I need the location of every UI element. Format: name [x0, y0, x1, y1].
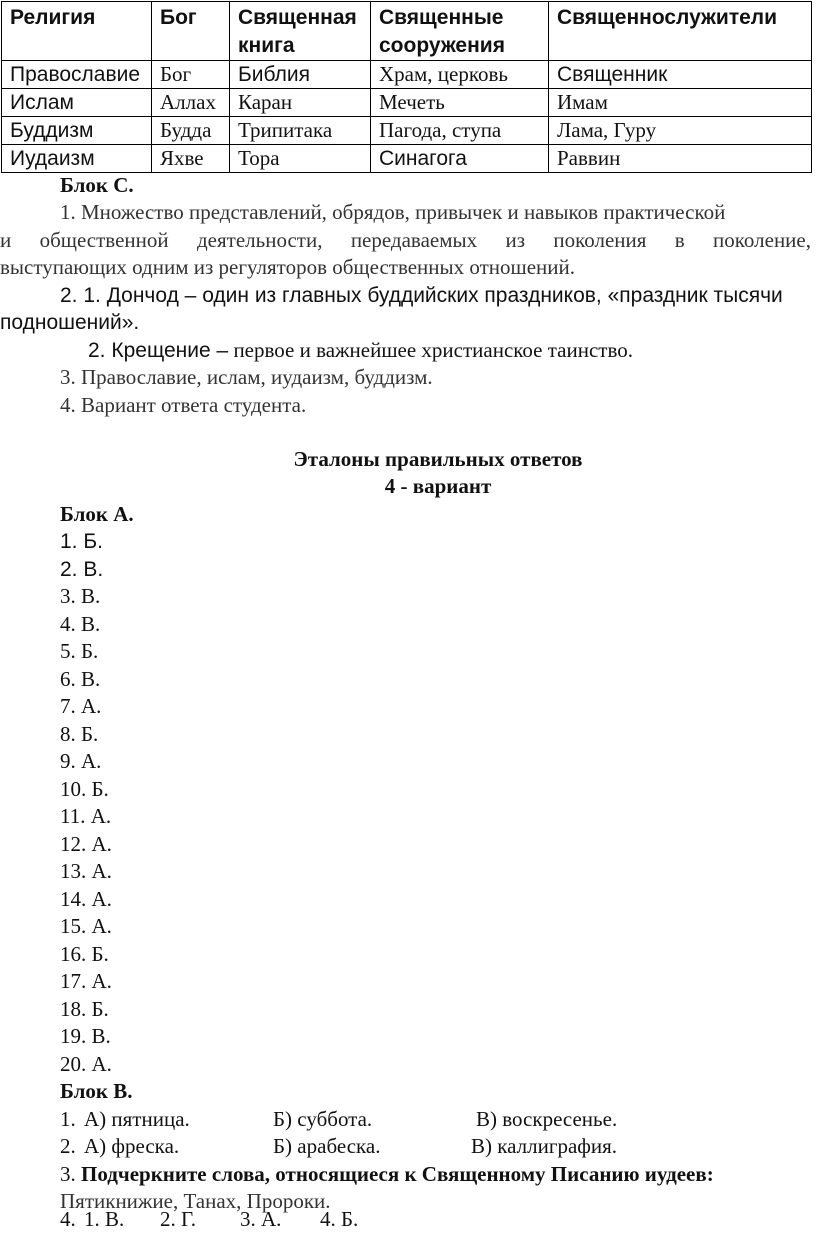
block-c-baptism [88, 337, 633, 364]
block-b-q2-number: 2. [60, 1134, 76, 1158]
table-cell: Будда [152, 117, 230, 145]
table-cell: Православие [2, 61, 152, 89]
table-cell: Имам [549, 89, 812, 117]
block-c-paragraph-3: 3. Православие, ислам, иудаизм, буддизм. [60, 365, 433, 389]
table-row [2, 117, 812, 145]
table-row [2, 61, 812, 89]
block-b-q1-option-a: А) пятница. [84, 1107, 190, 1131]
answer-item: 7. А. [60, 694, 102, 718]
table-cell: Мечеть [371, 89, 549, 117]
table-row [2, 145, 812, 173]
block-c-paragraph-2: подношений». [0, 311, 140, 334]
answer-item: 14. А. [60, 887, 112, 911]
table-cell: Библия [230, 61, 371, 89]
answer-item: 19. В. [60, 1024, 111, 1048]
table-cell: Тора [230, 145, 371, 173]
answer-item: 12. А. [60, 832, 112, 856]
answer-item: 16. Б. [60, 942, 109, 966]
table-header-cell: Священные сооружения [371, 2, 549, 61]
answer-item: 15. А. [60, 914, 112, 938]
block-b-q3-number: 3. [60, 1162, 76, 1186]
answer-item: 6. В. [60, 667, 101, 691]
block-b-q3-answer: Пятикнижие, Танах, Пророки. [60, 1189, 331, 1213]
block-b-q4-answer-3: 3. А. [240, 1207, 282, 1231]
table-header-row [2, 2, 812, 61]
block-c-paragraph-1: и общественной деятельности, передаваемых из поколения в поколение, [0, 228, 811, 252]
answer-item: 4. В. [60, 612, 101, 636]
table-cell: Синагога [371, 145, 549, 173]
answer-item: 20. А. [60, 1052, 112, 1076]
block-b-q1-option-b: Б) суббота. [273, 1107, 373, 1131]
variant-subtitle: 4 - вариант [384, 474, 492, 498]
block-b-q4-number: 4. [60, 1207, 76, 1231]
table-cell: Пагода, ступа [371, 117, 549, 145]
answer-item: 5. Б. [60, 639, 99, 663]
table-header-cell: Религия [2, 2, 152, 61]
block-b-title: Блок В. [60, 1079, 133, 1103]
block-c-paragraph-2: 2. 1. Дончод – один из главных буддийских праздников, «праздник тысячи [60, 284, 783, 307]
block-c-title: Блок С. [60, 173, 134, 197]
block-b-q4-answer-4: 4. Б. [320, 1207, 359, 1231]
table-header-cell: Бог [152, 2, 230, 61]
answer-item: 1. Б. [60, 530, 103, 553]
table-cell: Раввин [549, 145, 812, 173]
answer-item: 13. А. [60, 859, 112, 883]
table-cell: Трипитака [230, 117, 371, 145]
religion-table [1, 1, 812, 173]
table-row [2, 89, 812, 117]
table-cell: Ислам [2, 89, 152, 117]
table-cell: Иудаизм [2, 145, 152, 173]
table-cell: Буддизм [2, 117, 152, 145]
block-b-q2-option-a: А) фреска. [84, 1134, 180, 1158]
block-b-q3 [60, 1161, 714, 1188]
block-b-q4-answer-1: 1. В. [84, 1207, 125, 1231]
table-cell: Лама, Гуру [549, 117, 812, 145]
block-b-q1-option-c: В) воскресенье. [476, 1107, 618, 1131]
block-a-title: Блок А. [60, 502, 134, 526]
baptism-definition: первое и важнейшее христианское таинство. [228, 338, 633, 362]
block-b-q2-option-b: Б) арабеска. [273, 1134, 381, 1158]
answer-item: 2. В. [60, 558, 104, 581]
table-header-cell: Священнослужители [549, 2, 812, 61]
answer-item: 11. А. [60, 804, 112, 828]
block-b-q2-option-c: В) каллиграфия. [471, 1134, 618, 1158]
table-cell: Яхве [152, 145, 230, 173]
baptism-term: 2. Крещение – [88, 339, 229, 362]
table-cell: Каран [230, 89, 371, 117]
table-header-cell: Священная книга [230, 2, 371, 61]
table-cell: Бог [152, 61, 230, 89]
block-b-q4-answer-2: 2. Г. [160, 1207, 197, 1231]
answer-item: 10. Б. [60, 777, 109, 801]
page-title: Эталоны правильных ответов [293, 447, 583, 471]
table-cell: Священник [549, 61, 812, 89]
block-c-paragraph-1: выступающих одним из регуляторов общественных отношений. [0, 255, 575, 279]
block-c-paragraph-4: 4. Вариант ответа студента. [60, 393, 307, 417]
block-b-q3-text: Подчеркните слова, относящиеся к Священному Писанию иудеев: [81, 1162, 714, 1186]
table-cell: Храм, церковь [371, 61, 549, 89]
block-b-q1-number: 1. [60, 1107, 76, 1131]
answer-item: 8. Б. [60, 722, 99, 746]
table-cell: Аллах [152, 89, 230, 117]
block-c-paragraph-1: 1. Множество представлений, обрядов, привычек и навыков практической [60, 200, 726, 224]
answer-item: 17. А. [60, 969, 112, 993]
answer-item: 9. А. [60, 749, 102, 773]
answer-item: 18. Б. [60, 997, 109, 1021]
answer-item: 3. В. [60, 584, 101, 608]
